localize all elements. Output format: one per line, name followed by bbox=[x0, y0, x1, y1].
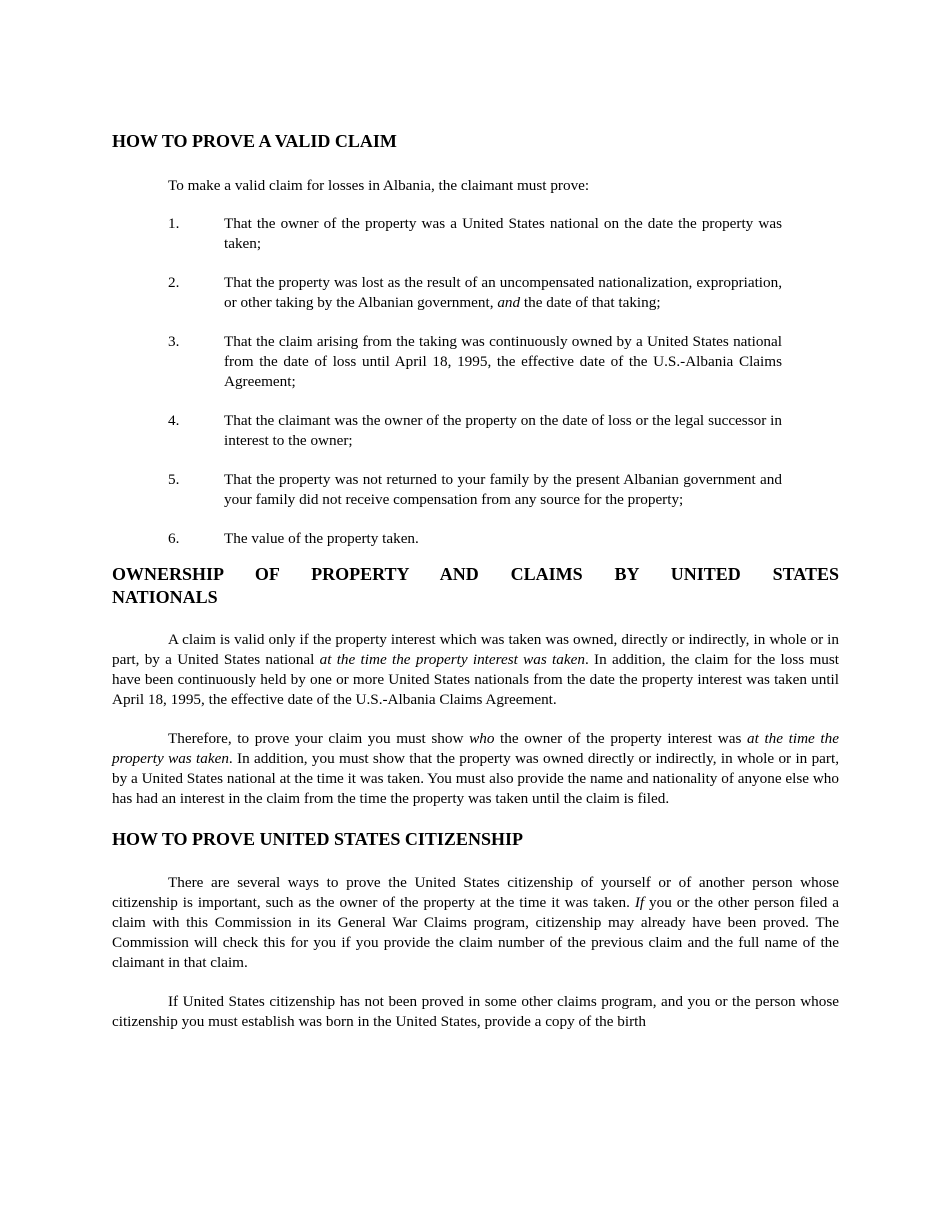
item-text: That the owner of the property was a United States national on the date the property was taken; bbox=[224, 215, 782, 252]
list-item bbox=[168, 470, 782, 510]
item-number: 1. bbox=[168, 215, 180, 232]
ownership-paragraph-2: Therefore, to prove your claim you must show who the owner of the property interest was at the time the property was taken. In addition, you must show that the property was owned directly or indirectly, in whole or in part, by a United States national at the time it was taken. You must also provide the name and nationality of anyone else who has had an interest in the claim from the time the property was taken until the claim is filed. bbox=[112, 730, 839, 807]
heading-citizenship: HOW TO PROVE UNITED STATES CITIZENSHIP bbox=[112, 829, 523, 849]
section-valid-claim bbox=[112, 130, 839, 549]
item-number: 4. bbox=[168, 412, 180, 429]
list-item bbox=[168, 529, 782, 549]
section-ownership bbox=[112, 563, 839, 809]
list-item bbox=[168, 332, 782, 392]
heading-valid-claim: HOW TO PROVE A VALID CLAIM bbox=[112, 131, 397, 151]
item-text: That the claimant was the owner of the property on the date of loss or the legal successor in interest to the owner; bbox=[224, 412, 782, 449]
list-item bbox=[168, 273, 782, 313]
ownership-paragraph-1: A claim is valid only if the property interest which was taken was owned, directly or indirectly, in whole or in part, by a United States national at the time the property interest was taken. In addition, the claim for the loss must have been continuously held by one or more United States nationals from the date the property interest was taken until April 18, 1995, the effective date of the U.S.-Albania Claims Agreement. bbox=[112, 631, 839, 708]
list-item bbox=[168, 411, 782, 451]
document-page bbox=[112, 130, 839, 1032]
requirements-list bbox=[112, 214, 839, 549]
item-number: 2. bbox=[168, 274, 180, 291]
heading-ownership: OWNERSHIP OF PROPERTY AND CLAIMS BY UNITED STATES NATIONALS bbox=[112, 564, 839, 607]
item-number: 3. bbox=[168, 333, 180, 350]
item-text: That the claim arising from the taking was continuously owned by a United States national from the date of loss until April 18, 1995, the effective date of the U.S.-Albania Claims Agreement; bbox=[224, 333, 782, 390]
citizenship-paragraph-2: If United States citizenship has not been proved in some other claims program, and you or the person whose citizenship you must establish was born in the United States, provide a copy of the birth bbox=[112, 993, 839, 1030]
citizenship-paragraph-1: There are several ways to prove the United States citizenship of yourself or of another person whose citizenship is important, such as the owner of the property at the time it was taken. If you or the other person filed a claim with this Commission in its General War Claims program, citizenship may already have been proved. The Commission will check this for you if you provide the claim number of the previous claim and the full name of the claimant in that claim. bbox=[112, 874, 839, 971]
section-citizenship bbox=[112, 828, 839, 1032]
intro-text: To make a valid claim for losses in Albania, the claimant must prove: bbox=[168, 177, 590, 194]
item-text: That the property was not returned to your family by the present Albanian government and your family did not receive compensation from any source for the property; bbox=[224, 471, 782, 508]
item-text: The value of the property taken. bbox=[224, 530, 419, 547]
item-text: That the property was lost as the result of an uncompensated nationalization, expropriation, or other taking by the Albanian government, and the date of that taking; bbox=[224, 274, 782, 311]
item-number: 6. bbox=[168, 530, 180, 547]
item-number: 5. bbox=[168, 471, 180, 488]
list-item bbox=[168, 214, 782, 254]
